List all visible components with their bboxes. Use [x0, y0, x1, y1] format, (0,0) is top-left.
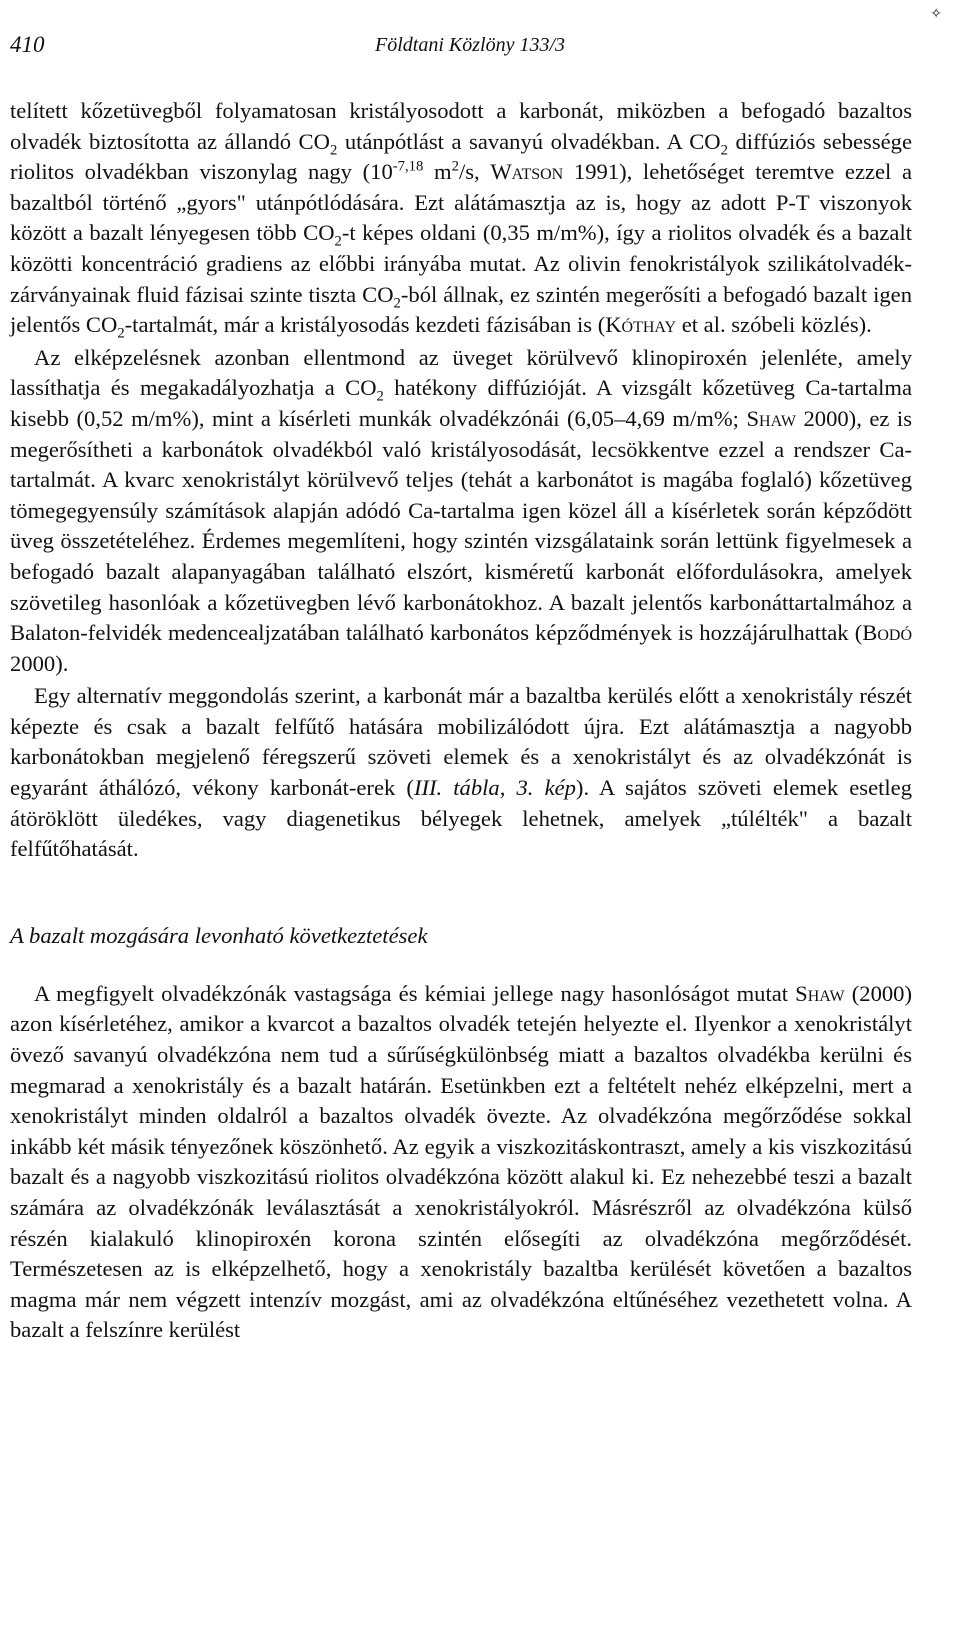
text: hatékony diffúzióját. A vizsgált kőzetüveg Ca-tartalma kisebb (0,52 m/m%), mint a kísérleti munkák olvadékzónái (6,05–4,69 m/m%; [10, 375, 912, 431]
page-number: 410 [10, 32, 45, 57]
text: A megfigyelt olvadékzónák vastagsága és kémiai jellege nagy hasonlóságot mutat [34, 980, 796, 1006]
text: telített kőzetüvegből folyamatosan kristályosodott a karbonát, miközben a befogadó bazaltos olvadék biztosította az állandó CO [10, 98, 912, 154]
text: et al. szóbeli közlés). [676, 312, 872, 338]
author-citation: Watson [490, 159, 564, 185]
text: -tartalmát, már a kristályosodás kezdeti fázisában is ( [124, 312, 606, 338]
superscript: 2 [451, 158, 459, 175]
text: utánpótlást a savanyú olvadékban. A CO [337, 128, 721, 154]
author-citation: Shaw [746, 405, 796, 431]
paragraph-4 [10, 979, 912, 1346]
subscript: 2 [393, 295, 401, 312]
superscript: -7,18 [392, 158, 424, 175]
text: /s, [458, 159, 491, 185]
author-citation: Bodó [862, 620, 912, 646]
text: Az elképzelésnek azonban ellentmond az üveget körülvevő klinopiroxén jelenléte, amely lassíthatja és megakadályozhatja a CO [10, 344, 912, 401]
plate-reference: III. tábla, 3. kép [413, 775, 576, 801]
subscript: 2 [376, 388, 384, 405]
text: 1991), lehetőséget teremtve ezzel a bazaltból történő „gyors" utánpótlódására. Ezt alátámasztja az is, hogy az adott P-T viszonyok között a bazalt lényegesen több CO [10, 159, 912, 246]
subscript: 2 [117, 325, 125, 342]
subscript: 2 [720, 142, 728, 159]
article-body [10, 96, 912, 1348]
corner-mark-icon: ✧ [930, 7, 942, 22]
text: m [423, 159, 452, 185]
text: 2000), ez is megerősítheti a karbonátok olvadékból való kristályosodását, lecsökkentve ezzel a rendszer Ca-tartalmát. A kvarc xenokristályt körülvevő teljes (tehát a karbonátot is magába foglaló) kőzetüveg tömegegyensúly számítások alapján adódó Ca-tartalma igen közel áll a kísérletek során képződött üveg összetételéhez. Érdemes megemlíteni, hogy szintén vizsgálataink során lettünk figyelmesek a befogadó bazalt alapanyagában található elszórt, kisméretű karbonát előfordulásokra, amelyek szövetileg hasonlóak a kőzetüvegben lévő karbonátokhoz. A bazalt jelentős karbonáttartalmához a Balaton-felvidék medencealjzatában található karbonátos képződmények is hozzájárulhattak ( [10, 405, 912, 646]
section-heading: A bazalt mozgására levonható következtetések [10, 922, 428, 948]
text: -ból állnak, ez szintén megerősíti a befogadó bazalt igen jelentős CO [10, 281, 912, 338]
paragraph-1 [10, 96, 912, 341]
text: diffúziós sebessége riolitos olvadékban viszonylag nagy (10 [10, 128, 912, 185]
paragraph-3 [10, 681, 912, 865]
subscript: 2 [334, 233, 342, 250]
text: (2000) azon kísérletéhez, amikor a kvarcot a bazaltos olvadék tetején helyezte el. Ilyenkor a xenokristályt övező savanyú olvadékzóna nem tud a sűrűségkülönbség miatt a bazaltos olvadékba kerülni és megmarad a xenokristály és a bazalt határán. Esetünkben ezt a feltételt nehéz elképzelni, mert a xenokristályt minden oldalról a bazaltos olvadék övezte. Az olvadékzóna megőrződése sokkal inkább két másik tényezőnek köszönhető. Az egyik a viszkozitáskontraszt, amely a kis viszkozitású bazalt és a nagyobb viszkozitású riolitos olvadékzóna között alakul ki. Ez nehezebbé teszi a bazalt számára az olvadékzónák leválasztását a xenokristályokról. Másrészről az olvadékzóna külső részén kialakuló klinopiroxén korona szintén elősegíti az olvadékzóna megőrződését. Természetesen az is elképzelhető, hogy a xenokristály bazaltba kerülését követően a bazaltos magma már nem végzett intenzív mozgást, ami az olvadékzóna eltűnéséhez vezethetett volna. A bazalt a felszínre kerülést [10, 980, 912, 1343]
author-citation: Shaw [795, 980, 845, 1006]
subscript: 2 [329, 142, 338, 159]
journal-running-title: Földtani Közlöny 133/3 [375, 34, 565, 56]
text: ). A sajátos szöveti elemek esetleg átöröklött üledékes, vagy diagenetikus bélyegek lehetnek, amelyek „túlélték" a bazalt felfűtőhatását. [10, 775, 912, 862]
paragraph-2 [10, 343, 912, 680]
page-header [10, 7, 942, 62]
text: 2000). [10, 650, 69, 676]
author-citation: Kóthay [605, 312, 677, 338]
text: -t képes oldani (0,35 m/m%), így a riolitos olvadék és a bazalt közötti koncentráció gradiens az előbbi irányába mutat. Az olivin fenokristályok szilikátolvadék-zárványainak fluid fázisai szinte tiszta CO [10, 220, 912, 307]
text: Egy alternatív meggondolás szerint, a karbonát már a bazaltba kerülés előtt a xenokristály részét képezte és csak a bazalt felfűtő hatására mobilizálódott újra. Ezt alátámasztja a nagyobb karbonátokban megjelenő féregszerű szöveti elemek és a xenokristályt és az olvadékzónát is egyaránt áthálózó, vékony karbonát-erek ( [10, 683, 912, 801]
